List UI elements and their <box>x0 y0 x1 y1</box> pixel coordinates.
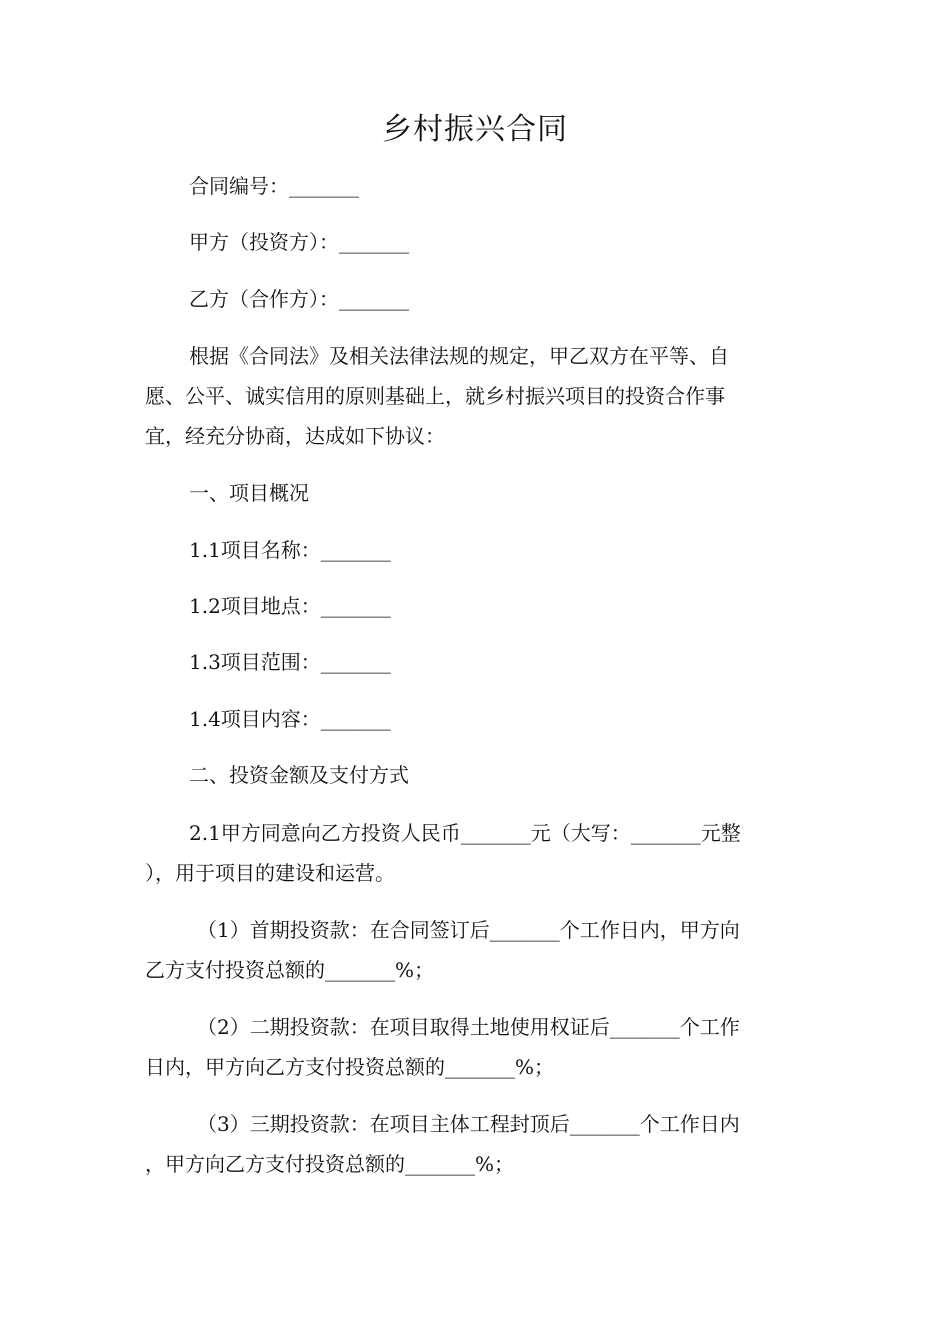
contract-number-line: 合同编号：_______ <box>189 174 359 198</box>
section-1-heading: 一、项目概况 <box>189 481 309 505</box>
payment-3-line-1: （3）三期投资款：在项目主体工程封顶后_______个工作日内 <box>197 1112 740 1136</box>
payment-2-line-2: 日内，甲方向乙方支付投资总额的_______%； <box>145 1055 555 1079</box>
payment-1-line-2: 乙方支付投资总额的_______%； <box>145 958 435 982</box>
payment-3-line-2: ，甲方向乙方支付投资总额的_______%； <box>145 1152 515 1176</box>
item-2-1-line-2: ），用于项目的建设和运营。 <box>145 861 395 885</box>
document-title: 乡村振兴合同 <box>382 112 568 147</box>
item-2-1-line-1: 2.1甲方同意向乙方投资人民币_______元（大写：_______元整 <box>189 821 741 845</box>
item-1-3: 1.3项目范围：_______ <box>189 650 391 674</box>
section-2-heading: 二、投资金额及支付方式 <box>189 763 409 787</box>
party-a-line: 甲方（投资方）：_______ <box>189 230 409 254</box>
item-1-4: 1.4项目内容：_______ <box>189 707 391 731</box>
payment-2-line-1: （2）二期投资款：在项目取得土地使用权证后_______个工作 <box>197 1015 740 1039</box>
party-b-line: 乙方（合作方）：_______ <box>189 287 409 311</box>
preamble-line-3: 宜，经充分协商，达成如下协议： <box>145 424 445 448</box>
preamble-line-1: 根据《合同法》及相关法律法规的规定，甲乙双方在平等、自 <box>189 344 729 368</box>
item-1-2: 1.2项目地点：_______ <box>189 594 391 618</box>
payment-1-line-1: （1）首期投资款：在合同签订后_______个工作日内，甲方向 <box>197 918 740 942</box>
item-1-1: 1.1项目名称：_______ <box>189 538 391 562</box>
preamble-line-2: 愿、公平、诚实信用的原则基础上，就乡村振兴项目的投资合作事 <box>145 384 725 408</box>
